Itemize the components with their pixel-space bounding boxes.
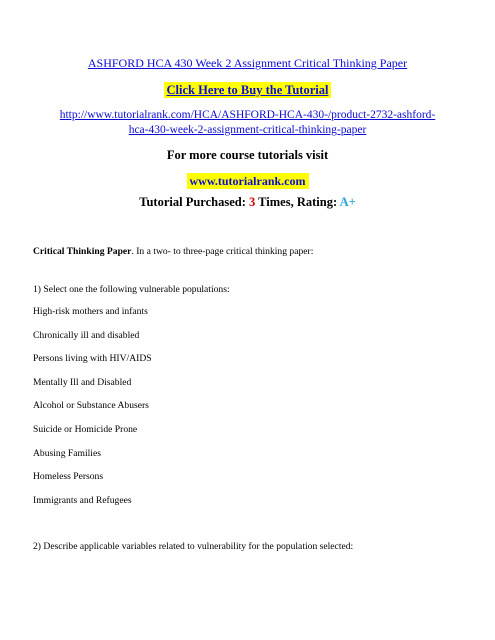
site-link-container bbox=[0, 172, 495, 190]
product-url-link[interactable]: http://www.tutorialrank.com/HCA/ASHFORD-HCA-430-/product-2732-ashford-hca-430-week-2-assignment-critical-thinking-paper bbox=[59, 109, 436, 136]
purchase-count: 3 bbox=[249, 195, 256, 209]
list-item: Mentally Ill and Disabled bbox=[33, 376, 132, 388]
list-item: Alcohol or Substance Abusers bbox=[33, 400, 149, 412]
list-item: Immigrants and Refugees bbox=[33, 494, 132, 506]
list-item: High-risk mothers and infants bbox=[33, 306, 148, 317]
buy-tutorial-link[interactable]: Click Here to Buy the Tutorial bbox=[164, 82, 332, 98]
intro-heading: Critical Thinking Paper bbox=[33, 246, 132, 257]
buy-link-container bbox=[0, 81, 495, 99]
population-list bbox=[33, 306, 152, 518]
tutorial-title-link[interactable]: ASHFORD HCA 430 Week 2 Assignment Critical Thinking Paper bbox=[87, 56, 408, 70]
list-item: Chronically ill and disabled bbox=[33, 329, 140, 341]
list-item: Suicide or Homicide Prone bbox=[33, 423, 138, 435]
more-tutorials-text: For more course tutorials visit bbox=[166, 148, 329, 162]
list-item: Persons living with HIV/AIDS bbox=[33, 353, 152, 365]
list-item: Abusing Families bbox=[33, 447, 101, 459]
rating-label: Times, Rating: bbox=[255, 195, 340, 209]
question-1: 1) Select one the following vulnerable populations: bbox=[33, 284, 230, 295]
site-link[interactable]: www.tutorialrank.com bbox=[187, 173, 309, 189]
intro-text: . In a two- to three-page critical thinking paper: bbox=[131, 246, 314, 257]
list-item: Homeless Persons bbox=[33, 471, 104, 483]
purchase-stats bbox=[0, 195, 495, 210]
rating-value: A+ bbox=[339, 195, 356, 209]
assignment-intro bbox=[33, 246, 313, 258]
purchased-label: Tutorial Purchased: bbox=[139, 195, 250, 209]
question-2: 2) Describe applicable variables related to vulnerability for the population selected: bbox=[33, 541, 354, 552]
